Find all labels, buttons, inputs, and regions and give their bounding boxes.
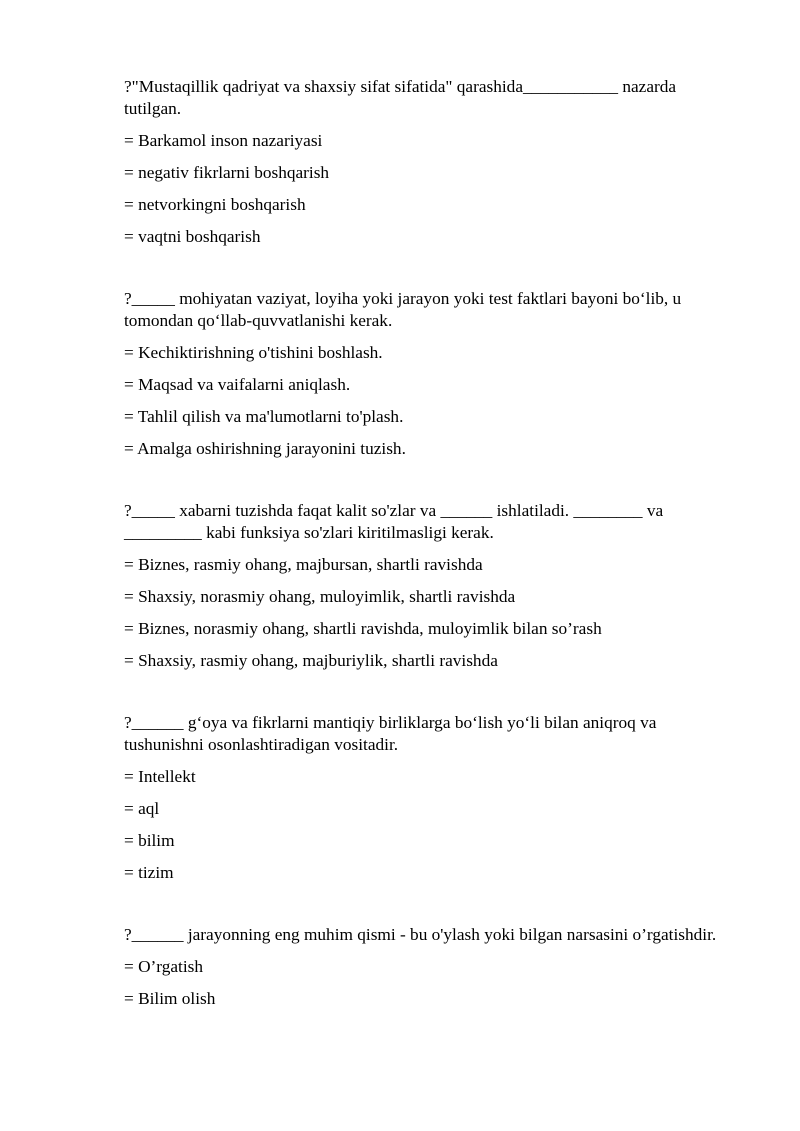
question-text: ?_____ xabarni tuzishda faqat kalit so'zlar va ______ ishlatiladi. ________ va _________ kabi funksiya so'zlari kiritilmasligi kerak.: [124, 501, 664, 542]
question-block-5: [124, 924, 736, 1010]
question-text: ?______ jarayonning eng muhim qismi - bu o'ylash yoki bilgan narsasini o’rgatishdir.: [124, 925, 717, 944]
answer-option: = Kechiktirishning o'tishini boshlash.: [124, 343, 383, 362]
answer-option: = Barkamol inson nazariyasi: [124, 131, 323, 150]
document-page: [124, 76, 736, 1050]
question-text: ?"Mustaqillik qadriyat va shaxsiy sifat sifatida" qarashida___________ nazarda tutilgan.: [124, 77, 677, 118]
answer-option: = Shaxsiy, norasmiy ohang, muloyimlik, shartli ravishda: [124, 587, 516, 606]
question-block-1: [124, 76, 736, 248]
answer-option: = Intellekt: [124, 767, 196, 786]
answer-option: = Biznes, norasmiy ohang, shartli ravishda, muloyimlik bilan so’rash: [124, 619, 602, 638]
answer-option: = negativ fikrlarni boshqarish: [124, 163, 330, 182]
answer-option: = vaqtni boshqarish: [124, 227, 261, 246]
answer-option: = Shaxsiy, rasmiy ohang, majburiylik, shartli ravishda: [124, 651, 498, 670]
answer-option: = Bilim olish: [124, 989, 216, 1008]
answer-option: = O’rgatish: [124, 957, 204, 976]
question-block-3: [124, 500, 736, 672]
question-block-4: [124, 712, 736, 884]
answer-option: = netvorkingni boshqarish: [124, 195, 306, 214]
answer-option: = tizim: [124, 863, 174, 882]
question-text: ?_____ mohiyatan vaziyat, loyiha yoki jarayon yoki test faktlari bayoni bo‘lib, u tomondan qo‘llab-quvvatlanishi kerak.: [124, 289, 682, 330]
answer-option: = aql: [124, 799, 160, 818]
answer-option: = Tahlil qilish va ma'lumotlarni to'plash.: [124, 407, 404, 426]
question-text: ?______ g‘oya va fikrlarni mantiqiy birliklarga bo‘lish yo‘li bilan aniqroq va tushunishni osonlashtiradigan vositadir.: [124, 713, 657, 754]
answer-option: = Maqsad va vaifalarni aniqlash.: [124, 375, 351, 394]
answer-option: = Amalga oshirishning jarayonini tuzish.: [124, 439, 406, 458]
answer-option: = bilim: [124, 831, 175, 850]
answer-option: = Biznes, rasmiy ohang, majbursan, shartli ravishda: [124, 555, 483, 574]
question-block-2: [124, 288, 736, 460]
